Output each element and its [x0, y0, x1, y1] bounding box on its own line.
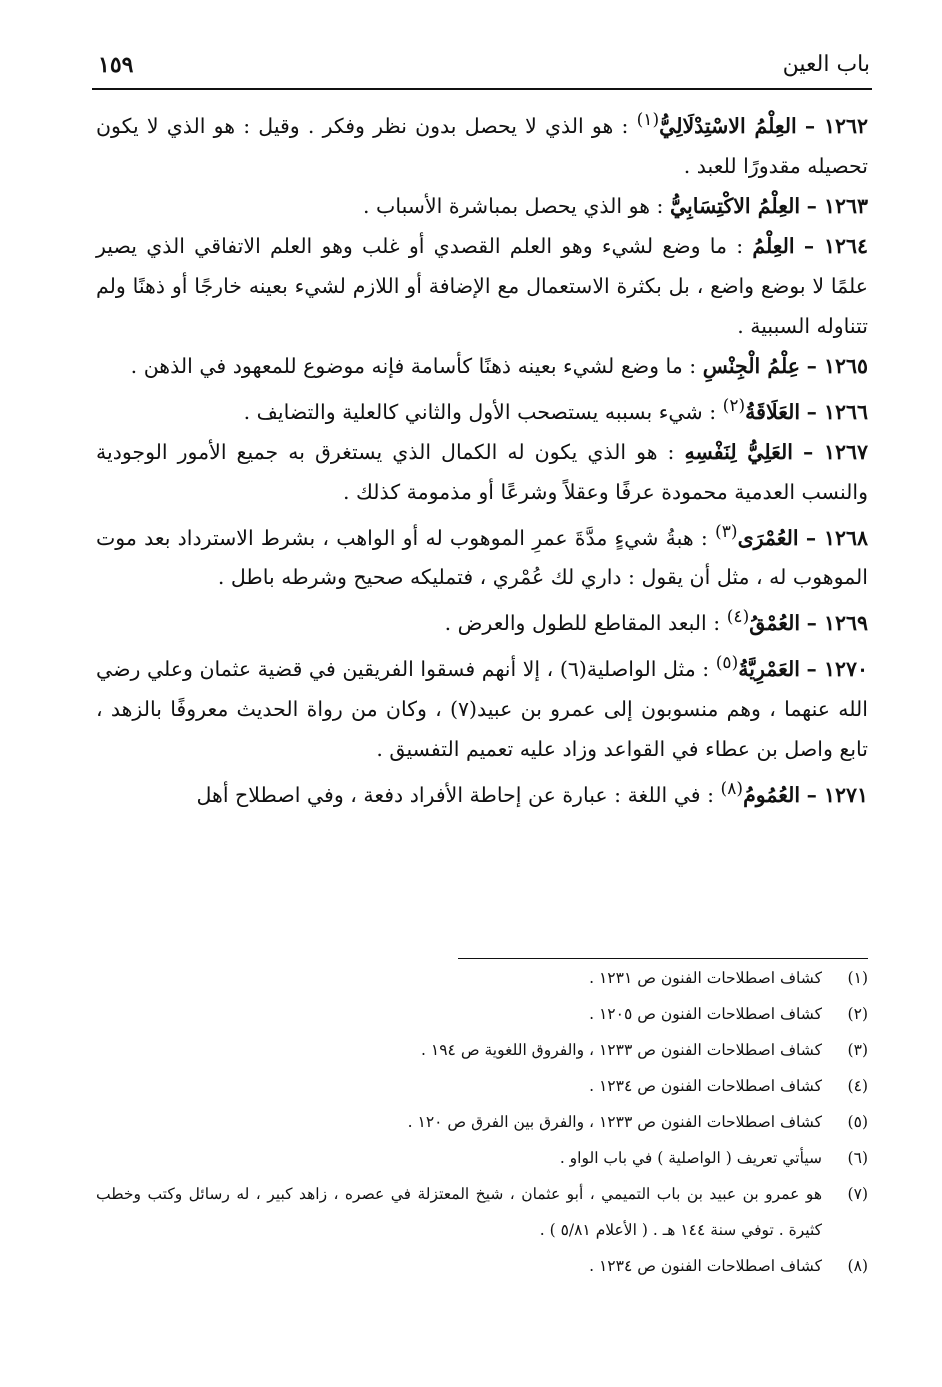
- page-number: ١٥٩: [98, 52, 134, 78]
- footnote-8: (٨) كشاف اصطلاحات الفنون ص ١٢٣٤ .: [589, 1257, 868, 1275]
- entry-1266: ١٢٦٦ – العَلَاقَةُ$^{(٢)}$ : شيء بسببه يستصحب الأول والثاني كالعلية والتضايف .: [243, 395, 868, 424]
- footnote-6: (٦) سيأتي تعريف ( الواصلية ) في باب الواو .: [559, 1149, 868, 1167]
- footnote-7: (٧) هو عمرو بن عبيد بن باب التميمي ، أبو عثمان ، شيخ المعتزلة في عصره ، زاهد كبير ، له رسائل وكتب وخطب كثيرة . توفي سنة ١٤٤ هـ . ( الأعلام ٥/٨١ ) .: [96, 1185, 868, 1239]
- entry-1264: ١٢٦٤ – العِلْمُ : ما وضع لشيء وهو العلم القصدي أو غلب وهو العلم الاتفاقي الذي يصير علمًا لا بوضع واضع ، بل بكثرة الاستعمال مع الإضافة أو اللازم لشيء بعينه خارجًا أو ذهنًا ولم تتناوله السببية .: [96, 233, 868, 338]
- footnote-1: (١) كشاف اصطلاحات الفنون ص ١٢٣١ .: [589, 969, 868, 987]
- running-header: [98, 52, 870, 86]
- entry-1265: ١٢٦٥ – عِلْمُ الْجِنْسِ : ما وضع لشيء بعينه ذهنًا كأسامة فإنه موضوع للمعهود في الذهن .: [130, 353, 868, 378]
- entry-1267: ١٢٦٧ – العَلِيُّ لِنَفْسِهِ : هو الذي يكون له الكمال الذي يستغرق به جميع الأمور الوجودية والنسب العدمية محمودة عرفًا وعقلاً وشرعًا أو مذمومة كذلك .: [96, 439, 868, 504]
- entry-1269: ١٢٦٩ – العُمْقُ$^{(٤)}$ : البعد المقاطع للطول والعرض .: [444, 607, 868, 636]
- footnote-rule: [458, 958, 868, 959]
- footnotes: [96, 960, 868, 1284]
- entry-1262: ١٢٦٢ – العِلْمُ الاسْتِدْلَالِيُّ$^{(١)}$ : هو الذي لا يحصل بدون نظر وفكر . وقيل : هو الذي لا يكون تحصيله مقدورًا للعبد .: [96, 110, 868, 178]
- entry-1270: ١٢٧٠ – العَمْرِيَّةُ$^{(٥)}$ : مثل الواصلية(٦) ، إلا أنهم فسقوا الفريقين في قضية عثمان وعلي رضي الله عنهما ، وهم منسوبون إلى عمرو بن عبيد(٧) ، وكان من رواة الحديث معروفًا بالزهد ، تابع واصل بن عطاء في القواعد وزاد عليه تعميم التفسيق .: [96, 653, 868, 762]
- entry-1268: ١٢٦٨ – العُمْرَى$^{(٣)}$ : هبةُ شيءٍ مدَّةَ عمرِ الموهوب له أو الواهب ، بشرط الاسترداد بعد موت الموهوب له ، مثل أن يقول : داري لك عُمْري ، فتمليكه صحيح وشرطه باطل .: [96, 521, 868, 590]
- main-text: [96, 100, 868, 815]
- header-rule: [92, 88, 872, 90]
- entry-1271: ١٢٧١ – العُمُومُ$^{(٨)}$ : في اللغة : عبارة عن إحاطة الأفراد دفعة ، وفي اصطلاح أهل: [196, 779, 868, 807]
- footnote-2: (٢) كشاف اصطلاحات الفنون ص ١٢٠٥ .: [589, 1005, 868, 1023]
- footnote-5: (٥) كشاف اصطلاحات الفنون ص ١٢٣٣ ، والفرق بين الفرق ص ١٢٠ .: [407, 1113, 868, 1131]
- entry-1263: ١٢٦٣ – العِلْمُ الاكْتِسَابِيُّ : هو الذي يحصل بمباشرة الأسباب .: [363, 193, 868, 218]
- footnote-4: (٤) كشاف اصطلاحات الفنون ص ١٢٣٤ .: [589, 1077, 868, 1095]
- footnote-3: (٣) كشاف اصطلاحات الفنون ص ١٢٣٣ ، والفروق اللغوية ص ١٩٤ .: [421, 1041, 868, 1059]
- chapter-title: باب العين: [782, 52, 870, 77]
